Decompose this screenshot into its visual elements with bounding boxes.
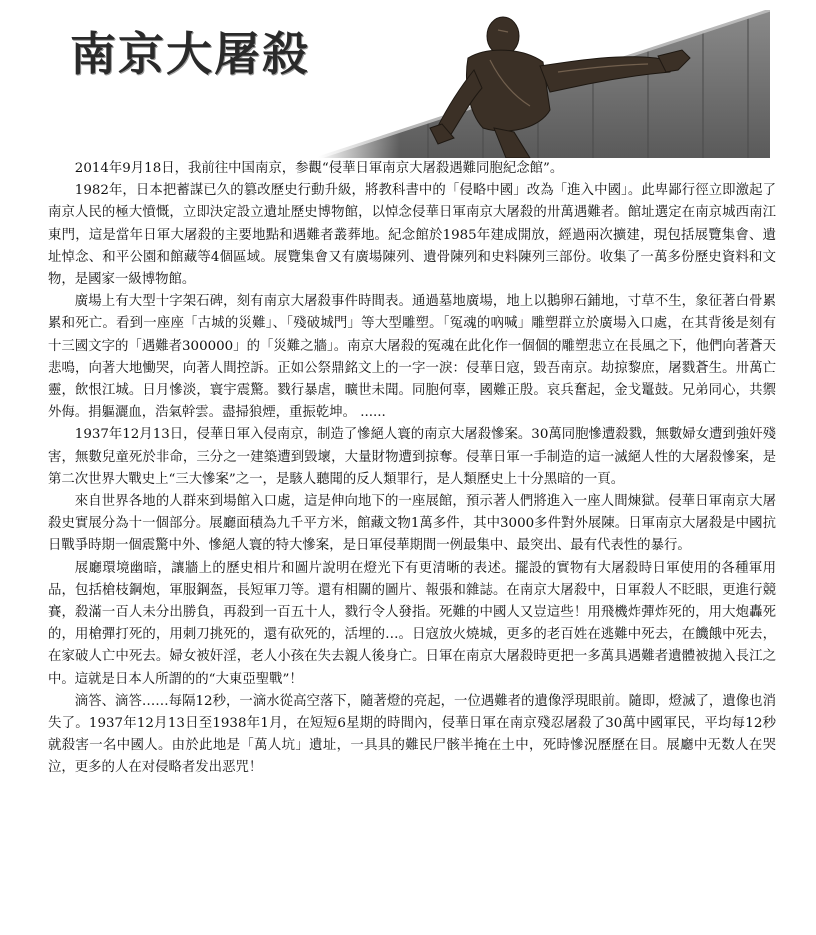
paragraph: 2014年9月18日，我前往中国南京，参觀“侵華日軍南京大屠殺遇難同胞紀念館”。 — [74, 161, 564, 176]
article-header — [0, 0, 816, 158]
paragraph: 1982年，日本把蓄謀已久的篡改歷史行動升級，將教科書中的「侵略中國」改為「進入中國」。此卑鄙行徑立即激起了南京人民的極大憤慨，立即決定設立遺址歷史博物館，以悼念侵華日軍南京大屠殺的卅萬遇難者。館址選定在南京城西南江東門，這是當年日軍大屠殺的主要地點和遇難者叢葬地。紀念館於1985年建成開放，經過兩次擴建，現包括展覽集會、遺址悼念、和平公園和館藏等4個區域。展覽集會又有廣場陳列、遺骨陳列和史料陳列三部份。收集了一萬多份歷史資料和文物，是國家一級博物館。 — [48, 183, 776, 288]
article-body — [48, 158, 776, 780]
paragraph: 展廳環境幽暗，讓牆上的歷史相片和圖片說明在燈光下有更清晰的表述。擺設的實物有大屠殺時日軍使用的各種軍用品，包括槍枝鋼炮，軍服鋼盔，長短軍刀等。還有相關的圖片、報張和雜誌。在南京大屠殺中，日軍殺人不眨眼，更進行競賽，殺滿一百人未分出勝負，再殺到一百五十人，戮行令人發指。死難的中國人又豈這些！用飛機炸彈炸死的，用大炮轟死的，用槍彈打死的，用刺刀挑死的，還有砍死的，活埋的…。日寇放火燒城，更多的老百姓在逃難中死去，在饑餓中死去，在家破人亡中死去。婦女被奸淫，老人小孩在失去親人後身亡。日軍在南京大屠殺時更把一多萬具遇難者遺體被拋入長江之中。這就是日本人所謂的的“大東亞聖戰”！ — [48, 560, 776, 687]
paragraph: 來自世界各地的人群來到場館入口處，這是伸向地下的一座展館，預示著人們將進入一座人間煉獄。侵華日軍南京大屠殺史實展分為十一個部分。展廳面積為九千平方米，館藏文物1萬多件，其中3000多件對外展陳。日軍南京大屠殺是中國抗日戰爭時期一個震驚中外、慘絕人寰的特大慘案，是日軍侵華期間一例最集中、最突出、最有代表性的暴行。 — [48, 494, 776, 554]
paragraph: 廣場上有大型十字架石碑，刻有南京大屠殺事件時間表。通過墓地廣場，地上以鵝卵石鋪地，寸草不生，象征著白骨累累和死亡。看到一座座「古城的災難」、「殘破城門」等大型雕塑。「冤魂的吶喊」雕塑群立於廣場入口處，在其背後是刻有十三國文字的「遇難者300000」的「災難之牆」。南京大屠殺的冤魂在此化作一個個的雕塑悲立在長風之下，他們向著蒼天悲鳴，向著大地慟哭，向著人間控訴。正如公祭鼎銘文上的一字一淚：侵華日寇，毀吾南京。劫掠黎庶，屠戮蒼生。卅萬亡靈，飲恨江城。日月慘淡，寰宇震驚。戮行暴虐，曠世未聞。同胞何辜，國難正殷。哀兵奮起，金戈鼍鼓。兄弟同心，共禦外侮。捐軀灑血，浩氣幹雲。盡掃狼煙，重振乾坤。 ...... — [48, 294, 776, 421]
paragraph: 滴答、滴答……每隔12秒，一滴水從高空落下，隨著燈的亮起，一位遇難者的遺像浮現眼前。隨即，燈滅了，遺像也消失了。1937年12月13日至1938年1月，在短短6星期的時間內，侵華日軍在南京殘忍屠殺了30萬中國軍民，平均每12秒就殺害一名中國人。由於此地是「萬人坑」遺址，一具具的難民尸骸半掩在土中，死時慘況歷歷在目。展廳中无数人在哭泣，更多的人在对侵略者发出恶咒！ — [48, 693, 776, 776]
memorial-sculpture-photo — [318, 10, 770, 158]
article-title: 南京大屠殺 — [70, 27, 310, 81]
paragraph: 1937年12月13日，侵華日軍入侵南京，制造了慘絕人寰的南京大屠殺慘案。30萬同胞慘遭殺戮，無數婦女遭到強奸殘害，無數兒童死於非命，三分之一建築遭到毀壞，大量財物遭到掠奪。侵華日軍一手制造的這一滅絕人性的大屠殺慘案，是第二次世界大戰史上“三大慘案”之一，是駭人聽聞的反人類罪行，是人類歷史上十分黑暗的一頁。 — [48, 427, 776, 487]
